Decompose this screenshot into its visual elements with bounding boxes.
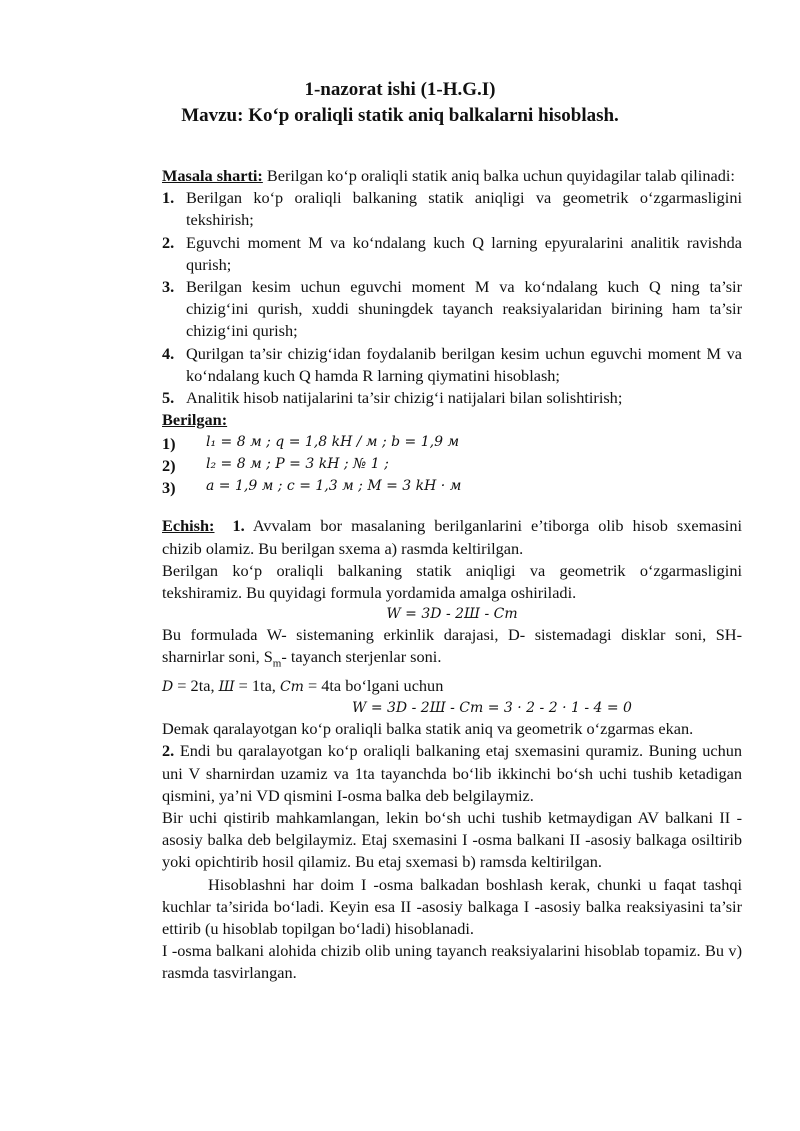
symbol-cm: Cm [279, 678, 304, 695]
task-number: 4. [162, 343, 175, 363]
task-list [162, 187, 742, 409]
formula-degrees-of-freedom: W = 3D - 2Ш - Cm [386, 606, 518, 623]
solution-label: Echish: [162, 516, 215, 536]
document-body [162, 165, 742, 985]
counts-tail: bo‘lgani uchun [341, 675, 444, 695]
definition-text-end: - tayanch sterjenlar soni. [281, 647, 442, 667]
task-text: Berilgan ko‘p oraliqli balkaning statik aniqligi va geometrik o‘zgarmasligini tekshirish; [186, 188, 742, 230]
value-cm: = 4ta [303, 675, 342, 695]
task-text: Qurilgan ta’sir chizig‘idan foydalanib berilgan kesim uchun eguvchi moment M va ko‘ndalang kuch Q hamda R larning qiymatini hisoblash; [186, 343, 742, 385]
step-text: Avvalam bor masalaning berilganlarini e’tiborga olib hisob sxemasini chizib olamiz. Bu berilgan sxema a) rasmda keltirilgan. [162, 516, 742, 558]
task-text: Eguvchi moment M va ko‘ndalang kuch Q larning epyuralarini analitik ravishda qurish; [186, 232, 742, 274]
task-number: 2. [162, 232, 175, 252]
value-sh: = 1ta, [234, 675, 280, 695]
task-number: 3. [162, 277, 175, 297]
given-list [162, 431, 742, 497]
given-row [162, 475, 742, 497]
problem-statement [162, 165, 742, 187]
given-heading [162, 409, 742, 431]
given-row [162, 453, 742, 475]
task-text: Analitik hisob natijalarini ta’sir chizig‘i natijalari bilan solishtirish; [186, 388, 623, 408]
symbol-sh: Ш [218, 678, 235, 695]
document-title: 1-nazorat ishi (1-H.G.I) [304, 79, 496, 100]
given-label: Berilgan: [162, 410, 228, 430]
definition-subscript: m [272, 657, 282, 670]
task-number: 5. [162, 388, 175, 408]
step-number: 1. [232, 516, 245, 536]
given-values: a = 1,9 м ; c = 1,3 м ; M = 3 kH · м [206, 478, 462, 495]
paragraph: Berilgan ko‘p oraliqli balkaning statik aniqligi va geometrik o‘zgarmasligini tekshiramiz. Bu quyidagi formula yordamida amalga oshiriladi. [162, 560, 742, 603]
solution-step-2 [162, 740, 742, 807]
solution-step-1 [162, 515, 742, 559]
document-subject: Mavzu: Ko‘p oraliqli statik aniq balkalarni hisoblash. [181, 105, 619, 126]
task-text: Berilgan kesim uchun eguvchi moment M va ko‘ndalang kuch Q ning ta’sir chizig‘ini qurish, xuddi shuningdek tayanch reaksiyalaridan birining ham ta’sir chizig‘ini qurish; [186, 277, 742, 341]
paragraph: Bir uchi qistirib mahkamlangan, lekin bo‘sh uchi tushib ketmaydigan AV balkani II -asosiy balka deb belgilaymiz. Etaj sxemasini I -osma balkani II -asosiy balkaga osiltirib yoki opichtirib hosil qilamiz. Bu etaj sxemasi b) ramsda keltirilgan. [162, 807, 742, 872]
value-d: = 2ta, [173, 675, 219, 695]
given-values: l₂ = 8 м ; P = 3 kH ; № 1 ; [206, 456, 389, 473]
given-values: l₁ = 8 м ; q = 1,8 kH / м ; b = 1,9 м [206, 434, 460, 451]
given-row [162, 431, 742, 453]
paragraph: Hisoblashni har doim I -osma balkadan boshlash kerak, chunki u faqat tashqi kuchlar ta’sirida bo‘ladi. Keyin esa II -asosiy balkaga I -asosiy balka reaksiyasini ta’sir ettirib (u hisoblab topilgan bo‘ladi) hisoblanadi. [162, 874, 742, 938]
task-number: 1. [162, 188, 175, 208]
problem-label: Masala sharti: [162, 166, 263, 185]
paragraph-definitions [162, 624, 742, 675]
problem-intro: Berilgan ko‘p oraliqli statik aniq balka uchun quyidagilar talab qilinadi: [262, 166, 735, 185]
task-item [162, 276, 742, 343]
task-item [162, 232, 742, 276]
paragraph: Demak qaralayotgan ko‘p oraliqli balka statik aniq va geometrik o‘zgarmas ekan. [162, 719, 694, 739]
definition-text: Bu formulada W- sistemaning erkinlik darajasi, D- sistemadagi disklar soni, SH- sharnirlar soni, S [162, 625, 742, 667]
task-item [162, 387, 742, 409]
given-counts [162, 675, 742, 698]
given-number: 1) [162, 434, 176, 454]
given-number: 2) [162, 456, 176, 476]
task-item [162, 187, 742, 231]
paragraph: I -osma balkani alohida chizib olib uning tayanch reaksiyalarini hisoblab topamiz. Bu v) rasmda tasvirlangan. [162, 941, 742, 983]
step-text: Endi bu qaralayotgan ko‘p oraliqli balkaning etaj sxemasini quramiz. Buning uchun uni V sharnirdan uzamiz va 1ta tayanchda bo‘lib ikkinchi bo‘sh uchi tushib ketadigan qismini, ya’ni VD qismini I-osma balka deb belgilaymiz. [162, 741, 742, 805]
step-number: 2. [162, 741, 175, 761]
formula-computed: W = 3D - 2Ш - Cm = 3 · 2 - 2 · 1 - 4 = 0 [352, 700, 632, 717]
symbol-d: D [162, 678, 174, 695]
given-number: 3) [162, 478, 176, 498]
task-item [162, 343, 742, 387]
